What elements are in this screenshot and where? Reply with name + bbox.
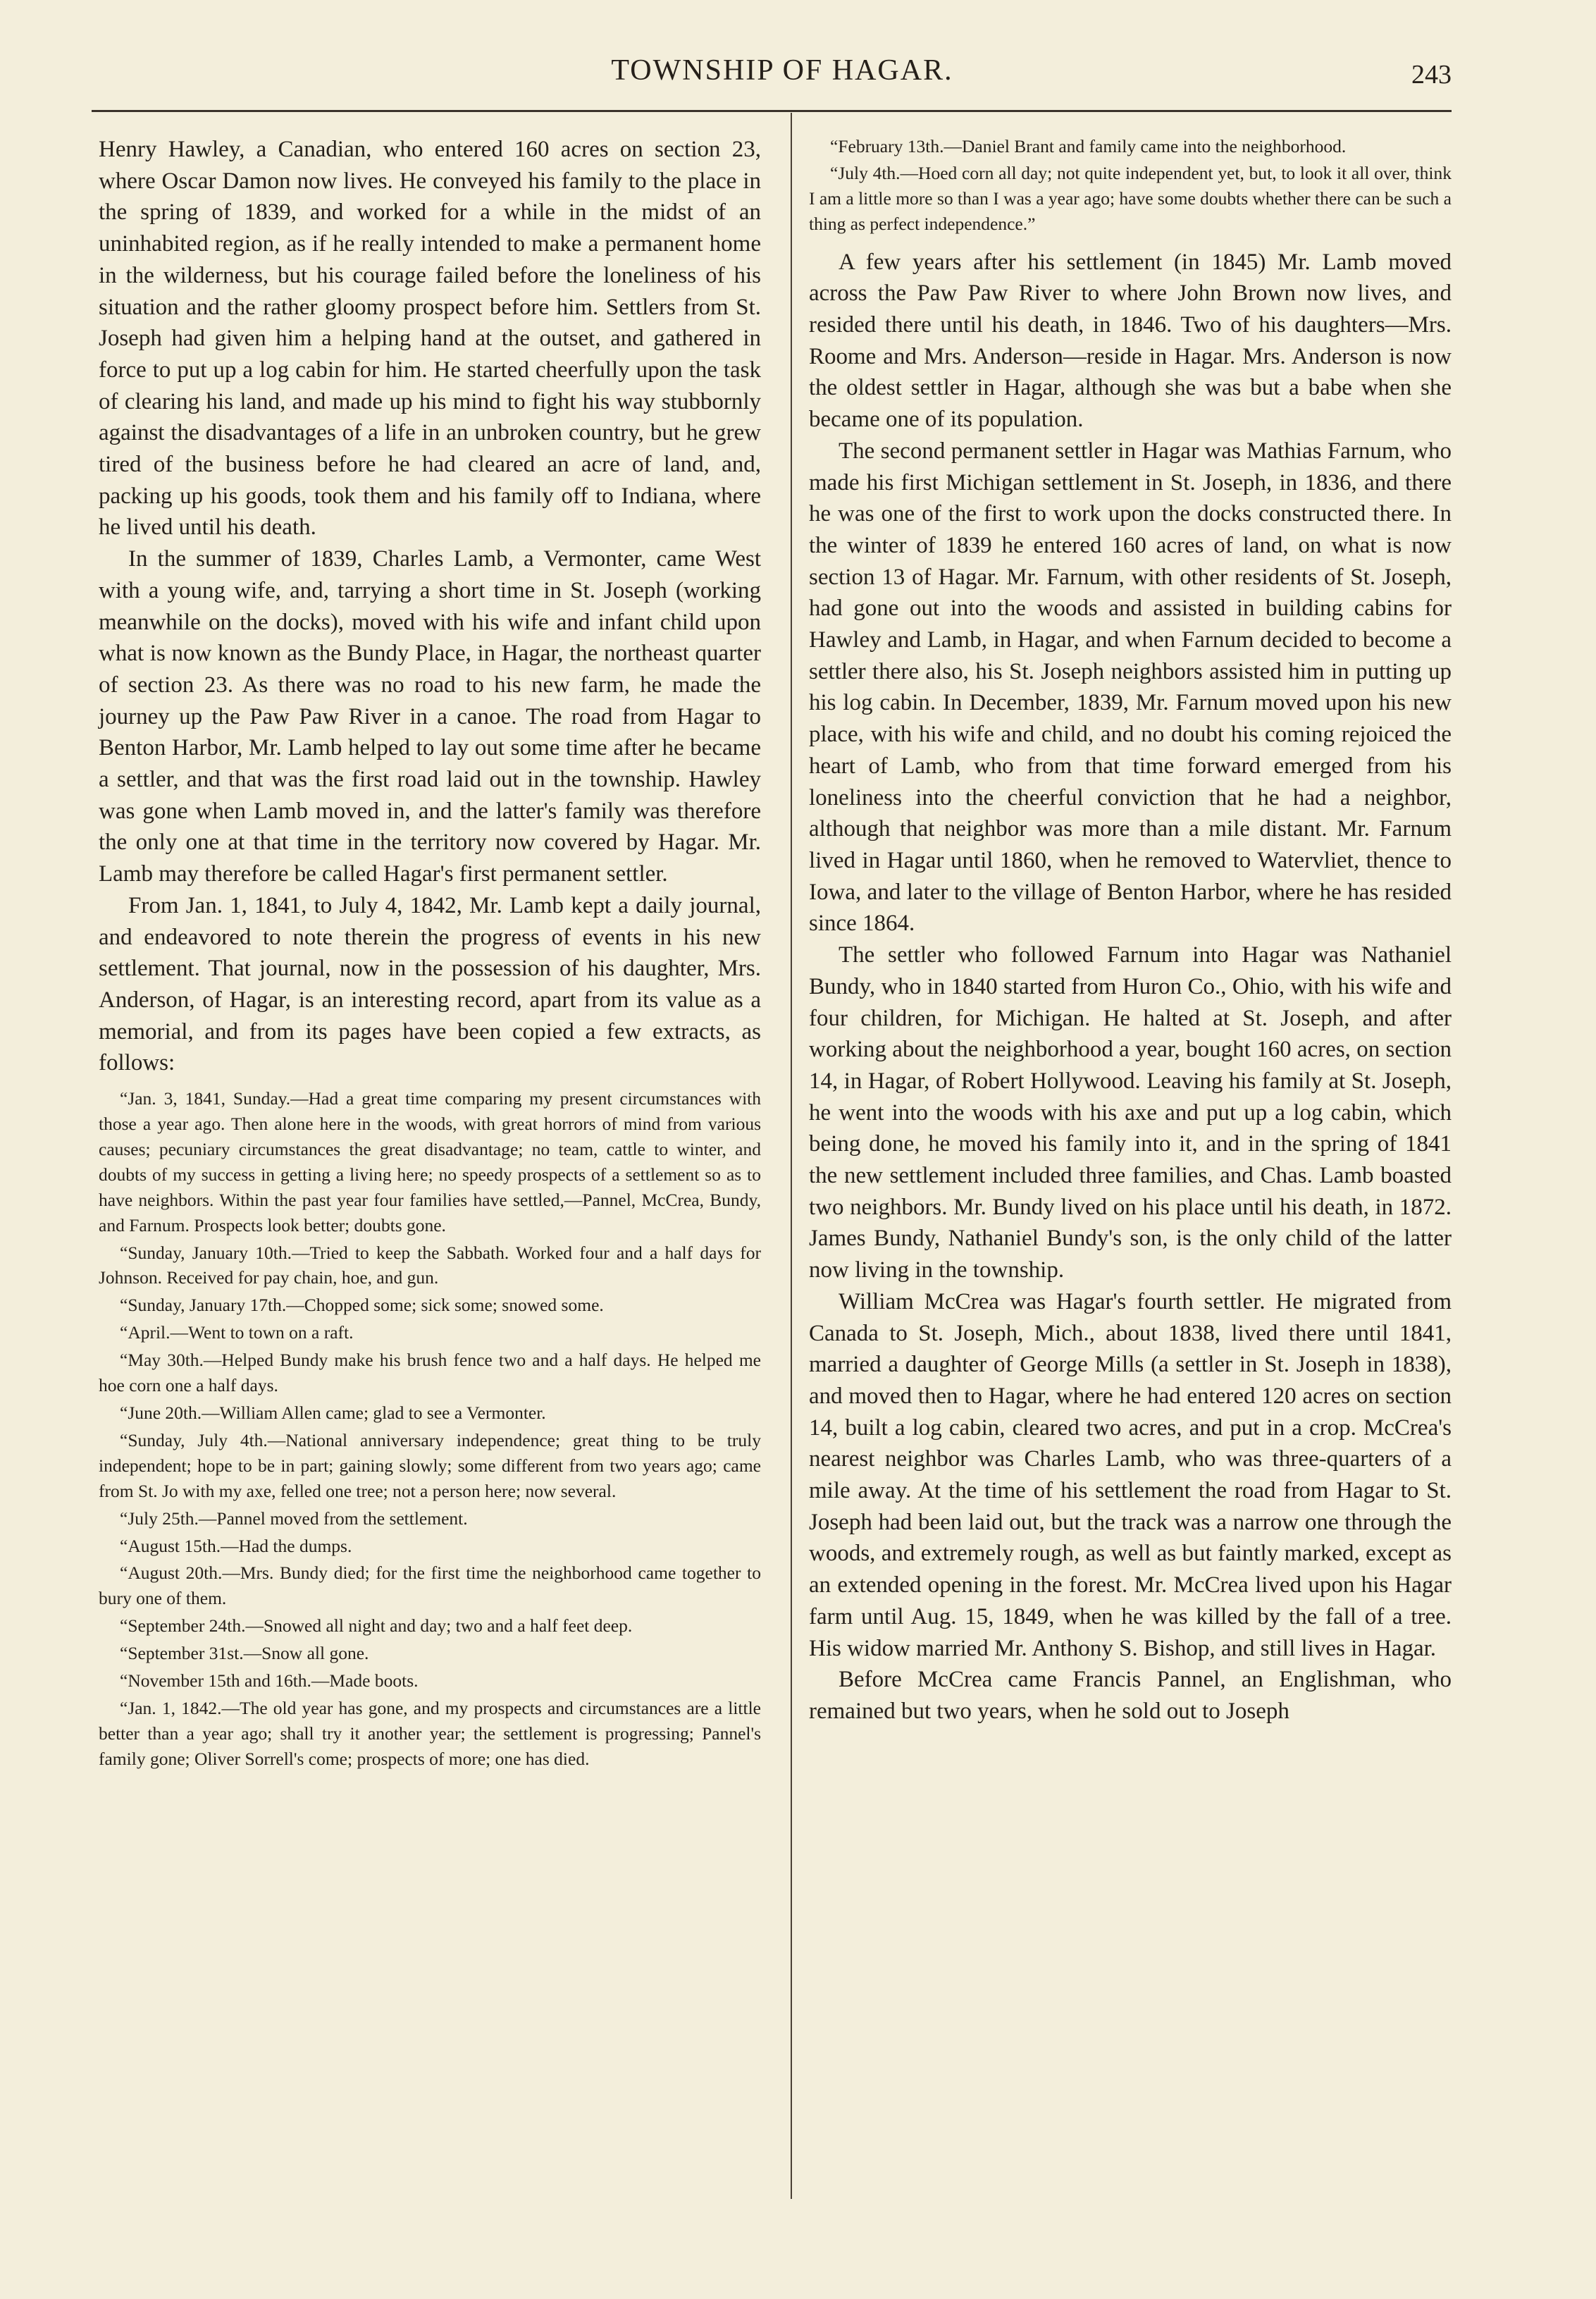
journal-entry: “November 15th and 16th.—Made boots. bbox=[120, 1670, 419, 1691]
journal-entry: “Jan. 3, 1841, Sunday.—Had a great time comparing my present circumstances with those a year ago. Then alone here in the woods, with great horrors of mind from various causes; pecuniary circumstances the great disadvantage; no team, cattle to winter, and doubts of my success in getting a living here; no speedy prospects of a settlement so as to have neighbors. Within the past year four families have settled,—Pannel, McCrea, Bundy, and Farnum. Prospects look better; doubts gone. bbox=[99, 1088, 761, 1235]
journal-entry: “July 25th.—Pannel moved from the settlement. bbox=[120, 1508, 468, 1529]
journal-entry: “September 24th.—Snowed all night and day; two and a half feet deep. bbox=[120, 1615, 633, 1637]
paragraph-bundy: The settler who followed Farnum into Hagar was Nathaniel Bundy, who in 1840 started from Huron Co., Ohio, with his wife and four children, for Michigan. He halted at St. Joseph, and after working about the neighborhood a year, bought 160 acres, on section 14, in Hagar, of Robert Hollywood. Leaving his family at St. Joseph, he went into the woods with his axe and put up a log cabin, which being done, he moved his family into it, and in the spring of 1841 the new settlement included three families, and Chas. Lamb boasted two neighbors. Mr. Bundy lived on his place until his death, in 1872. James Bundy, Nathaniel Bundy's son, is the only child of the latter now living in the township. bbox=[809, 942, 1452, 1283]
journal-entry: “August 15th.—Had the dumps. bbox=[120, 1535, 352, 1556]
journal-entry: “July 4th.—Hoed corn all day; not quite independent yet, but, to look it all over, think I am a little more so than I was a year ago; have some doubts whether there can be such a thing as perfect independence.” bbox=[809, 162, 1452, 234]
right-column bbox=[809, 134, 1452, 1727]
journal-extracts-continued bbox=[809, 134, 1452, 237]
paragraph-mccrea: William McCrea was Hagar's fourth settler. He migrated from Canada to St. Joseph, Mich., about 1838, lived there until 1841, married a daughter of George Mills (a settler in St. Joseph in 1838), and moved then to Hagar, where he had entered 120 acres on section 14, built a log cabin, cleared two acres, and put in a crop. McCrea's nearest neighbor was Charles Lamb, who was three-quarters of a mile away. At the time of his settlement the road from Hagar to St. Joseph had been laid out, but the track was a narrow one through the woods, and extremely rough, as well as but faintly marked, except as an extended opening in the forest. Mr. McCrea lived upon his Hagar farm until Aug. 15, 1849, when he was killed by the fall of a tree. His widow married Mr. Anthony S. Bishop, and still lives in Hagar. bbox=[809, 1288, 1452, 1661]
column-divider bbox=[791, 113, 792, 2199]
header-rule bbox=[92, 110, 1452, 112]
paragraph-pannel: Before McCrea came Francis Pannel, an Englishman, who remained but two years, when he sold out to Joseph bbox=[809, 1667, 1452, 1724]
journal-extracts bbox=[99, 1086, 761, 1772]
journal-entry: “May 30th.—Helped Bundy make his brush fence two and a half days. He helped me hoe corn one a half days. bbox=[99, 1350, 761, 1396]
journal-entry: “September 31st.—Snow all gone. bbox=[120, 1643, 369, 1664]
journal-entry: “August 20th.—Mrs. Bundy died; for the first time the neighborhood came together to bury one of them. bbox=[99, 1563, 761, 1609]
page-number: 243 bbox=[1411, 60, 1452, 90]
journal-entry: “February 13th.—Daniel Brant and family came into the neighborhood. bbox=[830, 136, 1347, 156]
running-head bbox=[92, 49, 1473, 92]
journal-entry: “Sunday, July 4th.—National anniversary independence; great thing to be truly independent; hope to be in part; gaining slowly; some different from two years ago; came from St. Jo with my axe, felled one tree; not a person here; now several. bbox=[99, 1429, 761, 1501]
journal-entry: “April.—Went to town on a raft. bbox=[120, 1322, 354, 1343]
paragraph-lamb-later-years: A few years after his settlement (in 1845) Mr. Lamb moved across the Paw Paw River to where John Brown now lives, and resided there until his death, in 1846. Two of his daughters—Mrs. Roome and Mrs. Anderson—reside in Hagar. Mrs. Anderson is now the oldest settler in Hagar, although she was but a babe when she became one of its population. bbox=[809, 249, 1452, 433]
journal-entry: “June 20th.—William Allen came; glad to see a Vermonter. bbox=[120, 1402, 546, 1423]
journal-entry: “Jan. 1, 1842.—The old year has gone, and my prospects and circumstances are a little better than a year ago; shall try it another year; the settlement is progressing; Pannel's family gone; Oliver Sorrell's come; prospects of more; one has died. bbox=[99, 1697, 761, 1769]
journal-entry: “Sunday, January 17th.—Chopped some; sick some; snowed some. bbox=[120, 1295, 604, 1316]
paragraph-farnum: The second permanent settler in Hagar was Mathias Farnum, who made his first Michigan settlement in St. Joseph, in 1836, and there he was one of the first to work upon the docks constructed there. In the winter of 1839 he entered 160 acres of land, on what is now section 13 of Hagar. Mr. Farnum, with other residents of St. Joseph, had gone out into the woods and assisted in building cabins for Hawley and Lamb, in Hagar, and when Farnum decided to become a settler there also, his St. Joseph neighbors assisted him in putting up his log cabin. In December, 1839, Mr. Farnum moved upon his new place, with his wife and child, and no doubt his coming rejoiced the heart of Lamb, who from that time forward emerged from his loneliness into the cheerful conviction that he had a neighbor, although that neighbor was more than a mile distant. Mr. Farnum lived in Hagar until 1860, when he removed to Watervliet, thence to Iowa, and later to the village of Benton Harbor, where he has resided since 1864. bbox=[809, 438, 1452, 937]
paragraph-lamb: In the summer of 1839, Charles Lamb, a Vermonter, came West with a young wife, and, tarrying a short time in St. Joseph (working meanwhile on the docks), moved with his wife and infant child upon what is now known as the Bundy Place, in Hagar, the northeast quarter of section 23. As there was no road to his new farm, he made the journey up the Paw Paw River in a canoe. The road from Hagar to Benton Harbor, Mr. Lamb helped to lay out some time after he became a settler, and that was the first road laid out in the township. Hawley was gone when Lamb moved in, and the latter's family was therefore the only one at that time in the territory now covered by Hagar. Mr. Lamb may therefore be called Hagar's first permanent settler. bbox=[99, 546, 761, 887]
paragraph-journal-intro: From Jan. 1, 1841, to July 4, 1842, Mr. Lamb kept a daily journal, and endeavored to note therein the progress of events in his new settlement. That journal, now in the possession of his daughter, Mrs. Anderson, of Hagar, is an interesting record, apart from its value as a memorial, and from its pages have been copied a few extracts, as follows: bbox=[99, 892, 761, 1076]
left-column bbox=[99, 134, 761, 1774]
journal-entry: “Sunday, January 10th.—Tried to keep the Sabbath. Worked four and a half days for Johnson. Received for pay chain, hoe, and gun. bbox=[99, 1242, 761, 1288]
page-title: TOWNSHIP OF HAGAR. bbox=[611, 54, 953, 87]
paragraph-hawley: Henry Hawley, a Canadian, who entered 160 acres on section 23, where Oscar Damon now lives. He conveyed his family to the place in the spring of 1839, and worked for a while in the midst of an uninhabited region, as if he really intended to make a permanent home in the wilderness, but his courage failed before the loneliness of his situation and the rather gloomy prospect before him. Settlers from St. Joseph had given him a helping hand at the outset, and gathered in force to put up a log cabin for him. He started cheerfully upon the task of clearing his land, and made up his mind to fight his way stubbornly against the disadvantages of a life in an unbroken country, but he grew tired of the business before he had cleared an acre of land, and, packing up his goods, took them and his family off to Indiana, where he lived until his death. bbox=[99, 137, 761, 541]
